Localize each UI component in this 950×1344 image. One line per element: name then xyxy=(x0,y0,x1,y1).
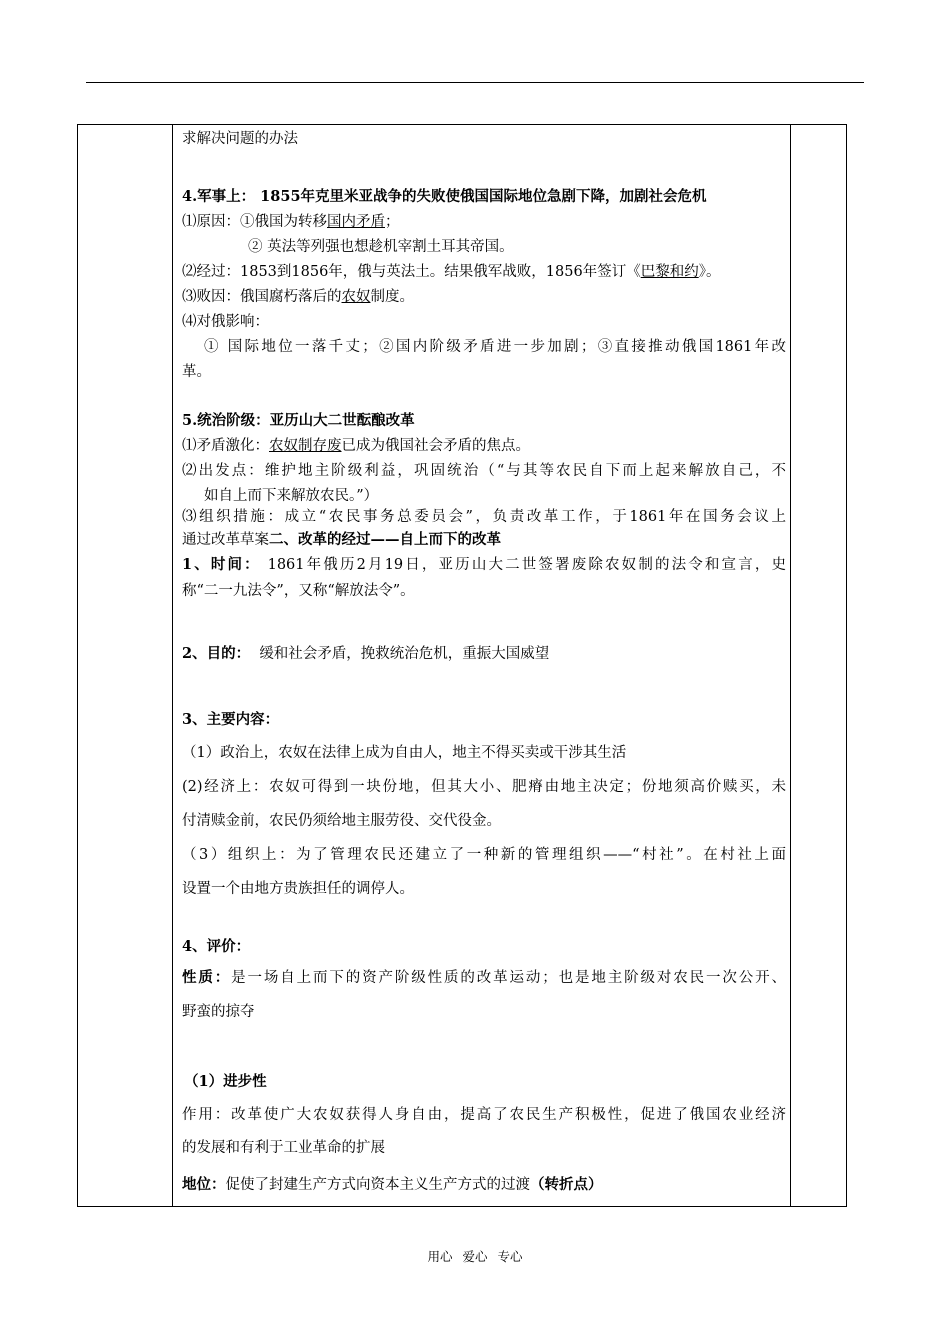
text-line: ⑴原因：①俄国为转移国内矛盾； xyxy=(182,214,400,230)
text-line: 如自上而下来解放农民。”） xyxy=(204,488,379,504)
content-table xyxy=(77,124,847,1207)
underlined-term: 农奴制存废 xyxy=(269,438,342,454)
text-line: （3）组织上：为了管理农民还建立了一种新的管理组织——“村社”。在村社上面 xyxy=(182,847,786,863)
text-line: 野蛮的掠夺 xyxy=(182,1004,255,1020)
text-line: 的发展和有利于工业革命的扩展 xyxy=(182,1140,385,1156)
text-line: ⑷对俄影响： xyxy=(182,314,269,330)
page-footer: 用心 爱心 专心 xyxy=(427,1249,523,1264)
underlined-term: 国内矛盾 xyxy=(327,214,385,230)
text-line: ① 国际地位一落千丈；②国内阶级矛盾进一步加剧；③直接推动俄国1861年改 xyxy=(204,339,786,355)
column-divider-left xyxy=(172,125,173,1206)
column-divider-right xyxy=(790,125,791,1206)
text-line: 求解决问题的办法 xyxy=(182,131,298,147)
text-line: 2、目的： 缓和社会矛盾，挽救统治危机，重振大国威望 xyxy=(182,645,550,662)
text-line: 作用：改革使广大农奴获得人身自由，提高了农民生产积极性，促进了俄国农业经济 xyxy=(182,1107,786,1123)
text-line: 付清赎金前，农民仍须给地主服劳役、交代役金。 xyxy=(182,813,501,829)
section-heading-military: 4.军事上： 1855年克里米亚战争的失败使俄国国际地位急剧下降，加剧社会危机 xyxy=(182,188,707,205)
text-line: （1）政治上，农奴在法律上成为自由人，地主不得买卖或干涉其生活 xyxy=(182,745,627,761)
section-heading-evaluation: 4、评价： xyxy=(182,938,251,955)
text-line: 革。 xyxy=(182,364,211,380)
text-line: ⑵出发点：维护地主阶级利益，巩固统治（“与其等农民自下而上起来解放自己，不 xyxy=(182,463,786,479)
text-line: 设置一个由地方贵族担任的调停人。 xyxy=(182,881,414,897)
text-line: ② 英法等列强也想趁机宰割土耳其帝国。 xyxy=(248,239,514,255)
text-line: ⑵经过：1853到1856年，俄与英法土。结果俄军战败，1856年签订《巴黎和约》。 xyxy=(182,264,721,280)
section-heading-progress: （1）进步性 xyxy=(184,1073,267,1090)
text-line: ⑴矛盾激化：农奴制存废已成为俄国社会矛盾的焦点。 xyxy=(182,438,530,454)
section-heading-ruling-class: 5.统治阶级：亚历山大二世酝酿改革 xyxy=(182,412,415,429)
header-rule xyxy=(86,82,864,83)
text-line: 通过改革草案二、改革的经过——自上而下的改革 xyxy=(182,531,501,548)
section-heading-content: 3、主要内容： xyxy=(182,711,280,728)
section-heading-process: 二、改革的经过——自上而下的改革 xyxy=(269,531,501,548)
text-line: 称“二一九法令”，又称“解放法令”。 xyxy=(182,583,415,599)
text-line: 1、时间： 1861年俄历2月19日，亚历山大二世签署废除农奴制的法令和宣言，史 xyxy=(182,556,787,573)
text-line: 性质：是一场自上而下的资产阶级性质的改革运动；也是地主阶级对农民一次公开、 xyxy=(182,969,786,986)
underlined-term: 巴黎和约 xyxy=(640,264,699,280)
text-line: ⑶组织措施：成立“农民事务总委员会”，负责改革工作，于1861年在国务会议上 xyxy=(182,509,786,525)
underlined-term: 农奴 xyxy=(341,289,371,305)
text-line: 地位：促使了封建生产方式向资本主义生产方式的过渡（转折点） xyxy=(182,1176,603,1193)
text-line: ⑶败因：俄国腐朽落后的农奴制度。 xyxy=(182,289,414,305)
text-line: (2)经济上：农奴可得到一块份地，但其大小、肥瘠由地主决定；份地须高价赎买，未 xyxy=(182,779,786,795)
